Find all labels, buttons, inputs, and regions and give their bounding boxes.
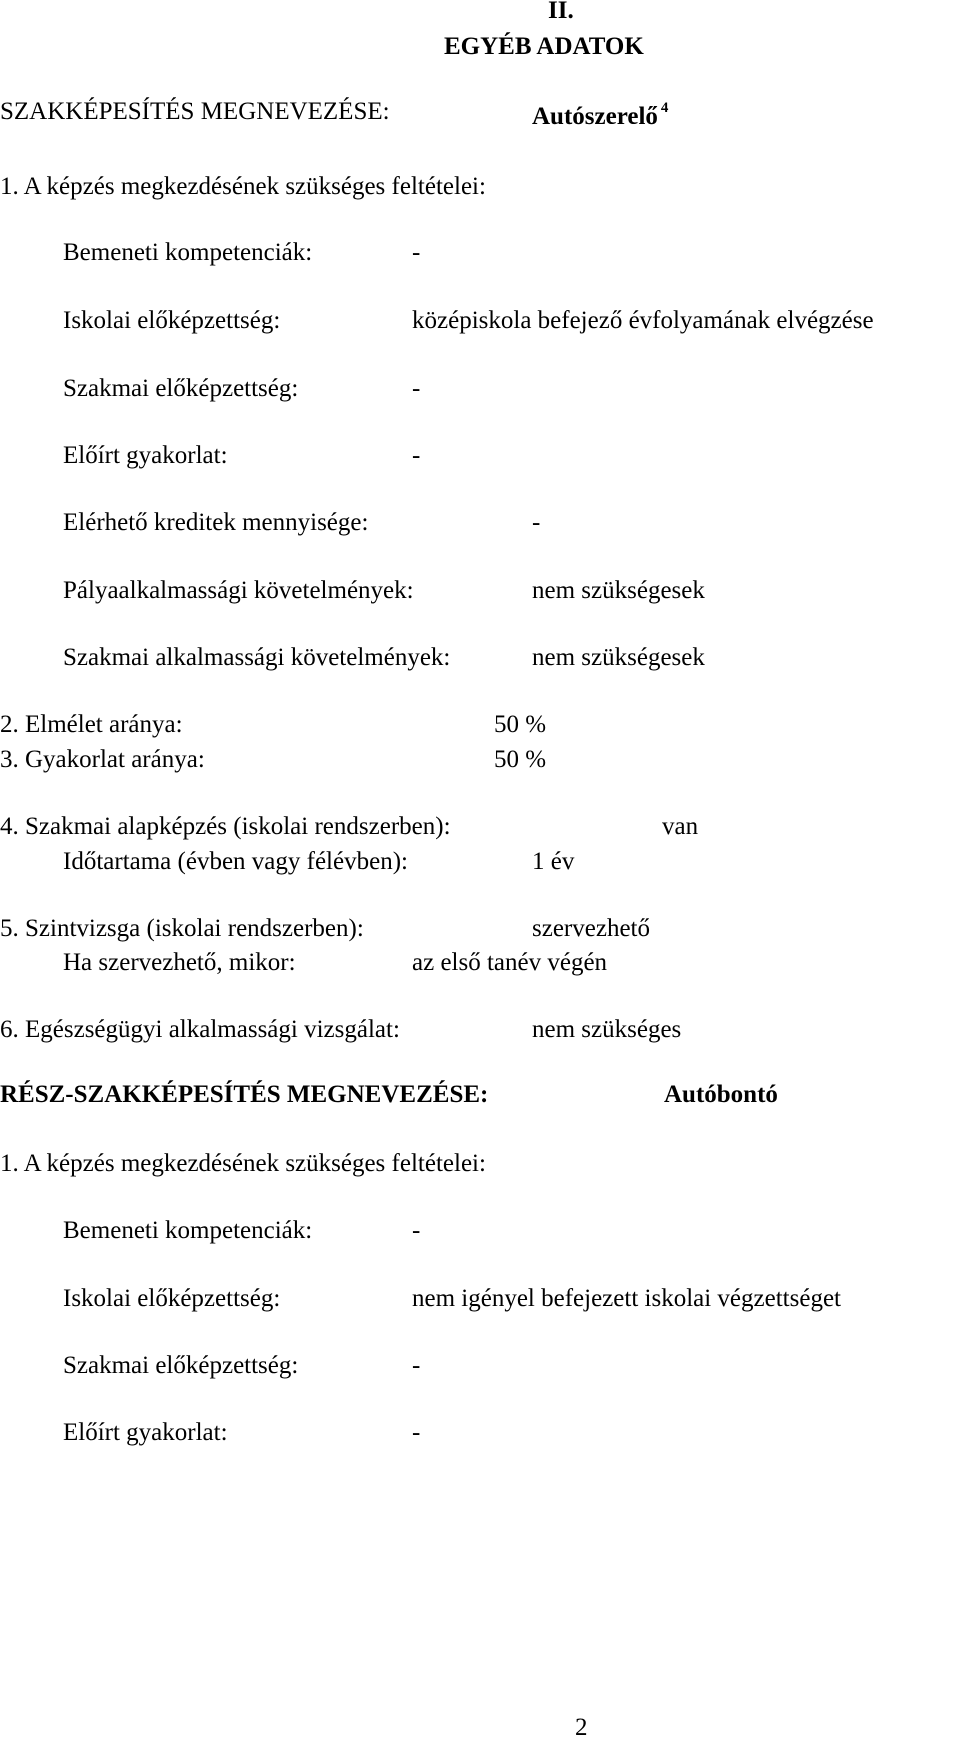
- entry-competencies-label-partial: Bemeneti kompetenciák:: [63, 1217, 313, 1244]
- professional-prerequisite-label-partial: Szakmai előképzettség:: [63, 1352, 299, 1379]
- entry-competencies-label: Bemeneti kompetenciák:: [63, 239, 313, 266]
- professional-prerequisite-label: Szakmai előképzettség:: [63, 375, 299, 402]
- health-exam-label: 6. Egészségügyi alkalmassági vizsgálat:: [0, 1016, 400, 1043]
- level-exam-value: szervezhető: [532, 915, 650, 942]
- level-exam-when-label: Ha szervezhető, mikor:: [63, 949, 296, 976]
- required-practice-value-partial: -: [412, 1419, 421, 1446]
- entry-competencies-value-partial: -: [412, 1217, 421, 1244]
- partial-qualification-label: RÉSZ-SZAKKÉPESÍTÉS MEGNEVEZÉSE:: [0, 1081, 489, 1108]
- school-prerequisite-label-partial: Iskolai előképzettség:: [63, 1285, 281, 1312]
- section-title: EGYÉB ADATOK: [444, 33, 644, 60]
- level-exam-label: 5. Szintvizsga (iskolai rendszerben):: [0, 915, 364, 942]
- credits-label: Elérhető kreditek mennyisége:: [63, 509, 369, 536]
- partial-qualification-value: Autóbontó: [664, 1081, 778, 1108]
- health-exam-value: nem szükséges: [532, 1016, 682, 1043]
- practice-ratio-label: 3. Gyakorlat aránya:: [0, 746, 205, 773]
- theory-ratio-value: 50 %: [494, 711, 547, 738]
- school-prerequisite-label: Iskolai előképzettség:: [63, 307, 281, 334]
- credits-value: -: [532, 509, 541, 536]
- duration-label: Időtartama (évben vagy félévben):: [63, 848, 408, 875]
- footnote-marker: 4: [660, 100, 669, 116]
- required-practice-label: Előírt gyakorlat:: [63, 442, 228, 469]
- school-prerequisite-value: középiskola befejező évfolyamának elvégzése: [412, 307, 874, 334]
- professional-suitability-value: nem szükségesek: [532, 644, 705, 671]
- entry-competencies-value: -: [412, 239, 421, 266]
- conditions-heading: 1. A képzés megkezdésének szükséges feltételei:: [0, 173, 486, 200]
- section-roman-numeral: II.: [548, 0, 574, 24]
- basic-training-value: van: [662, 813, 699, 840]
- required-practice-value: -: [412, 442, 421, 469]
- qualification-value: Autószerelő $^4$: [532, 100, 669, 130]
- conditions-heading-partial: 1. A képzés megkezdésének szükséges feltételei:: [0, 1150, 486, 1177]
- professional-prerequisite-value: -: [412, 375, 421, 402]
- required-practice-label-partial: Előírt gyakorlat:: [63, 1419, 228, 1446]
- theory-ratio-label: 2. Elmélet aránya:: [0, 711, 183, 738]
- level-exam-when-value: az első tanév végén: [412, 949, 608, 976]
- professional-suitability-label: Szakmai alkalmassági követelmények:: [63, 644, 451, 671]
- career-suitability-value: nem szükségesek: [532, 577, 705, 604]
- page-number: 2: [575, 1714, 588, 1741]
- practice-ratio-value: 50 %: [494, 746, 547, 773]
- duration-value: 1 év: [532, 848, 575, 875]
- career-suitability-label: Pályaalkalmassági követelmények:: [63, 577, 414, 604]
- school-prerequisite-value-partial: nem igényel befejezett iskolai végzettséget: [412, 1285, 841, 1312]
- qualification-label: SZAKKÉPESÍTÉS MEGNEVEZÉSE:: [0, 98, 390, 125]
- professional-prerequisite-value-partial: -: [412, 1352, 421, 1379]
- basic-training-label: 4. Szakmai alapképzés (iskolai rendszerben):: [0, 813, 451, 840]
